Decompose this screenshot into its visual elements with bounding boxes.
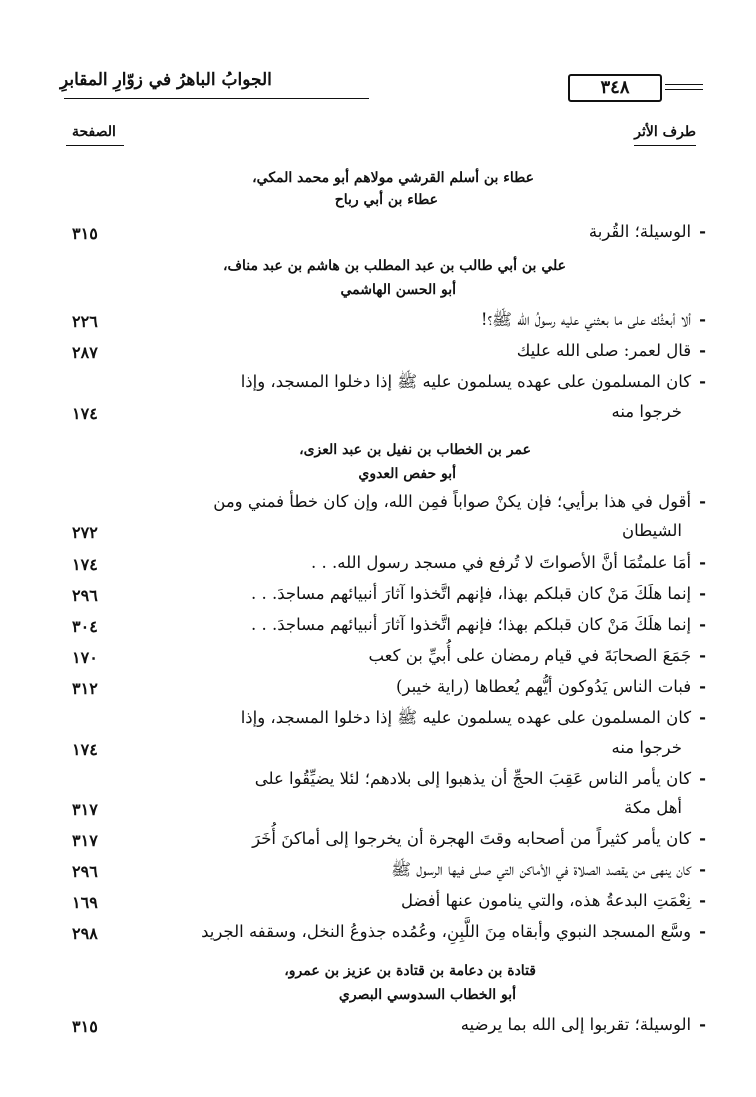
page-ref: ٢٨٧ xyxy=(72,343,98,362)
entry-text: الوسيلة؛ القُربة xyxy=(588,222,692,241)
page-ref: ١٧٤ xyxy=(72,404,98,423)
list-item: -أقول في هذا برأيي؛ فإن يكنْ صواباً فمِن الله، وإن كان خطأ فمني ومن xyxy=(213,492,706,511)
list-item: -كان المسلمون على عهده يسلمون عليه ﷺ إذا دخلوا المسجد، وإذا xyxy=(240,372,706,391)
column-header-athar-label: طرف الأثر xyxy=(634,124,696,140)
list-item: -الوسيلة؛ القُربة xyxy=(588,222,706,241)
list-item: -فبات الناس يَدُوكون أيُّهم يُعطاها (راية خيبر) xyxy=(396,677,706,696)
entry-text: إنما هلَكَ مَنْ كان قبلكم بهذا، فإنهم اتَّخذوا آثارَ أنبيائهم مساجدَ. . . xyxy=(250,584,692,603)
entry-text: الوسيلة؛ تقربوا إلى الله بما يرضيه xyxy=(460,1015,692,1034)
list-item: -وسَّع المسجد النبوي وأبقاه مِنَ اللَّبِنِ، وعُمُده جذوعُ النخل، وسقفه الجريد xyxy=(201,922,706,941)
page-ref: ٣١٥ xyxy=(72,1017,98,1036)
page-ref: ٣١٢ xyxy=(72,679,98,698)
section-subheading: أبو الحسن الهاشمي xyxy=(340,282,456,298)
list-item: -الوسيلة؛ تقربوا إلى الله بما يرضيه xyxy=(460,1015,706,1034)
list-item: -قال لعمر: صلى الله عليك xyxy=(516,341,706,360)
page-ref: ٢٩٦ xyxy=(72,862,98,881)
entry-text: أقول في هذا برأيي؛ فإن يكنْ صواباً فمِن الله، وإن كان خطأ فمني ومن xyxy=(213,492,692,511)
list-item: -إنما هلَكَ مَنْ كان قبلكم بهذا، فإنهم اتَّخذوا آثارَ أنبيائهم مساجدَ. . . xyxy=(250,584,706,603)
entry-text: أمَا علمتُمَا أنَّ الأصواتَ لا تُرفع في مسجد رسول الله. . . xyxy=(311,553,692,572)
column-header-underline xyxy=(634,145,696,146)
page-ref: ٢٧٢ xyxy=(72,523,98,542)
entry-text: كان يأمر كثيراً من أصحابه وقتَ الهجرة أن يخرجوا إلى أماكنَ أُخَرَ xyxy=(252,829,692,848)
page-ref: ٣٠٤ xyxy=(72,617,98,636)
entry-text: وسَّع المسجد النبوي وأبقاه مِنَ اللَّبِنِ، وعُمُده جذوعُ النخل، وسقفه الجريد xyxy=(201,922,692,941)
page-ref: ١٦٩ xyxy=(72,893,98,912)
page-number: ٣٤٨ xyxy=(568,74,662,102)
page-ref: ٢٩٦ xyxy=(72,586,98,605)
page-header xyxy=(60,64,700,108)
header-double-rule xyxy=(665,84,703,90)
page-ref: ١٧٤ xyxy=(72,555,98,574)
section-heading: علي بن أبي طالب بن عبد المطلب بن هاشم بن عبد مناف، xyxy=(222,258,566,274)
list-item-continuation: أهل مكة xyxy=(624,798,682,817)
entry-text: فبات الناس يَدُوكون أيُّهم يُعطاها (راية خيبر) xyxy=(396,677,692,696)
list-item: -أمَا علمتُمَا أنَّ الأصواتَ لا تُرفع في مسجد رسول الله. . . xyxy=(311,553,706,572)
column-header-page-label: الصفحة xyxy=(72,124,116,140)
list-item-continuation: الشيطان xyxy=(622,521,682,540)
section-heading: عطاء بن أسلم القرشي مولاهم أبو محمد المكي، xyxy=(252,170,534,186)
list-item: -إنما هلَكَ مَنْ كان قبلكم بهذا؛ فإنهم اتَّخذوا آثارَ أنبيائهم مساجدَ. . . xyxy=(251,615,706,634)
section-subheading: أبو الخطاب السدوسي البصري xyxy=(338,987,516,1003)
entry-text: قال لعمر: صلى الله عليك xyxy=(516,341,692,360)
section-heading: عمر بن الخطاب بن نفيل بن عبد العزى، xyxy=(299,442,531,458)
header-rule xyxy=(64,98,369,99)
list-item: -كان ينهى من يقصد الصلاة في الأماكن التي صلى فيها الرسول ﷺ xyxy=(391,860,706,879)
list-item: -ألا أبعثُك على ما بعثني عليه رسولُ الله ﷺ؟! xyxy=(480,310,706,329)
page-ref: ٢٩٨ xyxy=(72,924,98,943)
list-item: -كان يأمر الناس عَقِبَ الحجِّ أن يذهبوا إلى بلادهم؛ لئلا يضيِّقُوا على xyxy=(254,769,706,788)
entry-text: نِعْمَتِ البدعةُ هذه، والتي ينامون عنها أفضل xyxy=(400,891,692,910)
entry-text: ألا أبعثُك على ما بعثني عليه رسولُ الله ﷺ؟! xyxy=(480,310,692,329)
column-header-athar xyxy=(634,124,696,140)
entry-text: كان المسلمون على عهده يسلمون عليه ﷺ إذا دخلوا المسجد، وإذا xyxy=(240,372,692,391)
list-item-continuation: خرجوا منه xyxy=(611,738,682,757)
page-ref: ٣١٧ xyxy=(72,831,98,850)
entry-text: كان ينهى من يقصد الصلاة في الأماكن التي صلى فيها الرسول ﷺ xyxy=(391,860,692,879)
section-heading: قتادة بن دعامة بن قتادة بن عزيز بن عمرو، xyxy=(284,963,536,979)
page-ref: ٣١٧ xyxy=(72,800,98,819)
section-subheading: أبو حفص العدوي xyxy=(358,466,456,482)
section-subheading: عطاء بن أبي رباح xyxy=(334,192,438,208)
list-item: -كان يأمر كثيراً من أصحابه وقتَ الهجرة أن يخرجوا إلى أماكنَ أُخَرَ xyxy=(252,829,706,848)
list-item: -نِعْمَتِ البدعةُ هذه، والتي ينامون عنها أفضل xyxy=(400,891,706,910)
page-ref: ١٧٠ xyxy=(72,648,98,667)
page-ref: ٢٢٦ xyxy=(72,312,98,331)
page-ref: ١٧٤ xyxy=(72,740,98,759)
page-ref: ٣١٥ xyxy=(72,224,98,243)
entry-text: إنما هلَكَ مَنْ كان قبلكم بهذا؛ فإنهم اتَّخذوا آثارَ أنبيائهم مساجدَ. . . xyxy=(251,615,692,634)
entry-text: جَمَعَ الصحابَةَ في قيام رمضان على أُبيِّ بن كعب xyxy=(368,646,692,665)
entry-text: كان المسلمون على عهده يسلمون عليه ﷺ إذا دخلوا المسجد، وإذا xyxy=(240,708,692,727)
list-item: -جَمَعَ الصحابَةَ في قيام رمضان على أُبيِّ بن كعب xyxy=(368,646,706,665)
running-title: الجوابُ الباهرُ في زوّارِ المقابرِ xyxy=(60,70,272,90)
column-header-page xyxy=(72,124,116,140)
list-item: -كان المسلمون على عهده يسلمون عليه ﷺ إذا دخلوا المسجد، وإذا xyxy=(240,708,706,727)
list-item-continuation: خرجوا منه xyxy=(611,402,682,421)
entry-text: كان يأمر الناس عَقِبَ الحجِّ أن يذهبوا إلى بلادهم؛ لئلا يضيِّقُوا على xyxy=(254,769,692,788)
column-header-underline xyxy=(66,145,124,146)
